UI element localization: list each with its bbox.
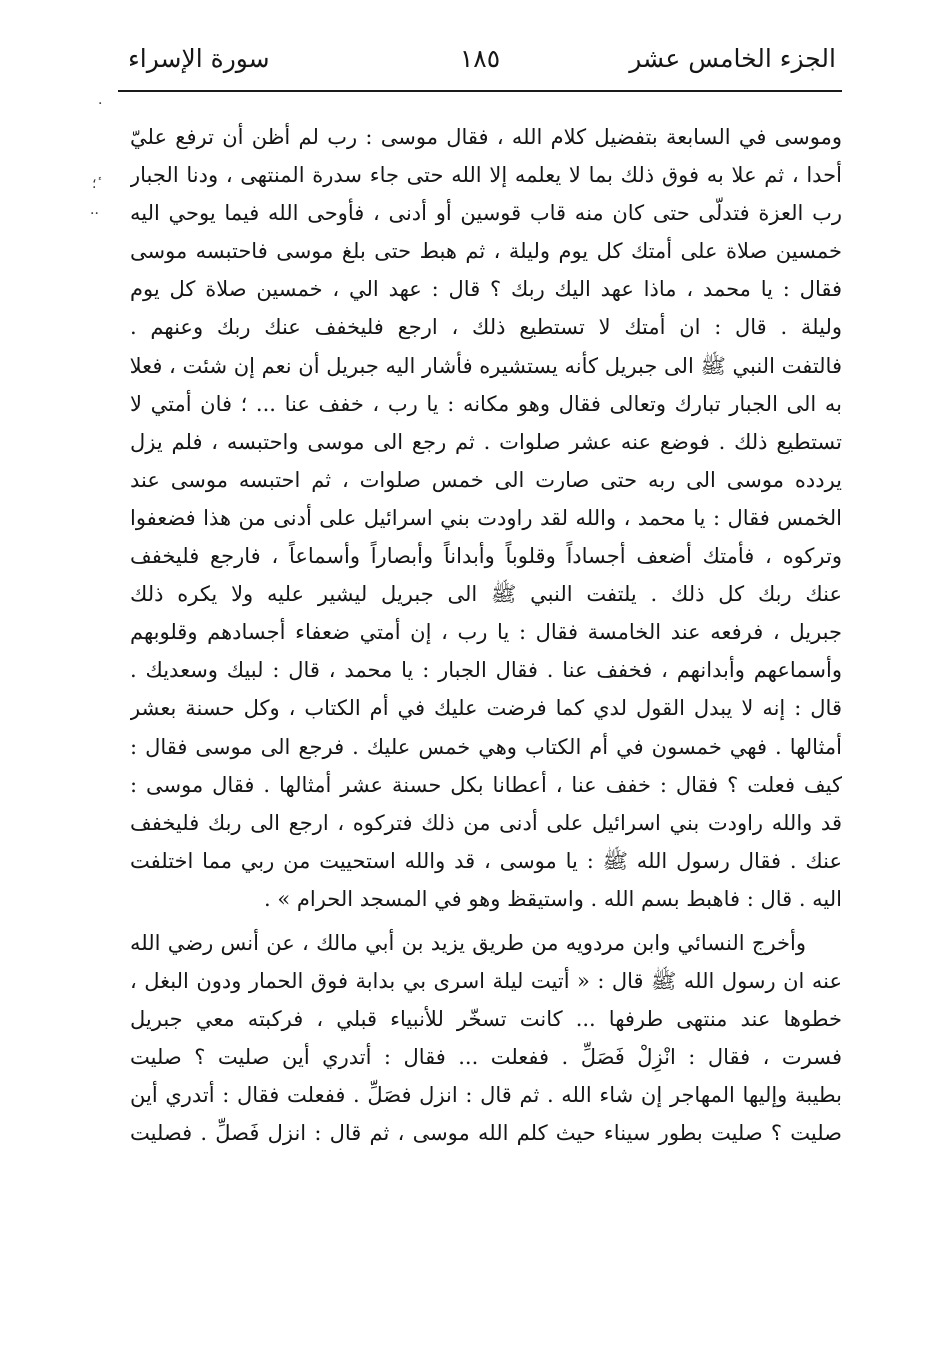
text-line: رب العزة فتدلّى حتى كان منه قاب قوسين أو أدنى ، فأوحى الله فيما يوحي اليه bbox=[130, 201, 842, 226]
text-line: وأخرج النسائي وابن مردويه من طريق يزيد بن أبي مالك ، عن أنس رضي الله bbox=[130, 930, 806, 955]
text-line: وتركوه ، فأمتك أضعف أجساداً وقلوباً وأبداناً وأبصاراً وأسماعاً ، فارجع فليخفف bbox=[130, 544, 842, 569]
paragraph bbox=[130, 924, 842, 1153]
text-line: خمسين صلاة على أمتك كل يوم وليلة ، ثم هبط حتى بلغ موسى فاحتبسه موسى bbox=[130, 239, 842, 264]
text-line: وليلة . قال : ان أمتك لا تستطيع ذلك ، ارجع فليخفف عنك ربك وعنهم . bbox=[130, 315, 842, 340]
margin-mark: ؛ ٔ bbox=[92, 176, 101, 192]
text-line: خطوها عند منتهى طرفها ... كانت تسخّر للأنبياء قبلي ، فركبته معي جبريل bbox=[130, 1007, 842, 1032]
running-header bbox=[120, 40, 840, 86]
text-line: أحدا ، ثم علا به فوق ذلك بما لا يعلمه إلا الله حتى جاء سدرة المنتهى ، ودنا الجبار bbox=[130, 163, 842, 188]
margin-dot-mark: · bbox=[98, 96, 103, 112]
text-line: فسرت ، فقال : انْزِلْ فَصَلِّ . ففعلت ... فقال : أتدري أين صليت ؟ صليت bbox=[130, 1045, 842, 1070]
text-line: جبريل ، فرفعه عند الخامسة فقال : يا رب ، إن أمتي ضعفاء أجسادهم وقلوبهم bbox=[130, 620, 842, 645]
text-line: تستطيع ذلك . فوضع عنه عشر صلوات . ثم رجع الى موسى واحتبسه ، فلم يزل bbox=[130, 429, 842, 454]
text-line: قال : إنه لا يبدل القول لدي كما فرضت عليك في أم الكتاب ، وكل حسنة بعشر bbox=[130, 696, 842, 721]
page-number: ١٨٥ bbox=[459, 44, 501, 73]
text-line: الخمس فقال : يا محمد ، والله لقد راودت بني اسرائيل على أدنى من هذا فضعفوا bbox=[130, 505, 842, 530]
text-line: أمثالها . فهي خمسون في أم الكتاب وهي خمس عليك . فرجع الى موسى فقال : bbox=[130, 734, 842, 759]
paragraph bbox=[130, 118, 842, 918]
text-line: كيف فعلت ؟ فقال : خفف عنا ، أعطانا بكل حسنة عشر أمثالها . فقال موسى : bbox=[130, 772, 842, 797]
text-line: عنك ربك كل ذلك . يلتفت النبي ﷺ الى جبريل ليشير عليه ولا يكره ذلك bbox=[130, 582, 842, 607]
juz-title: الجزء الخامس عشر bbox=[629, 44, 836, 73]
margin-mark: ·· bbox=[90, 206, 99, 222]
text-line: فقال : يا محمد ، ماذا عهد اليك ربك ؟ قال : عهد الي ، خمسين صلاة كل يوم bbox=[130, 277, 842, 302]
text-line: وأسماعهم وأبدانهم ، فخفف عنا . فقال الجبار : يا محمد ، قال : لبيك وسعديك . bbox=[130, 658, 842, 683]
text-line: فالتفت النبي ﷺ الى جبريل كأنه يستشيره فأشار اليه جبريل أن نعم إن شئت ، فعلا bbox=[130, 353, 842, 378]
header-divider bbox=[118, 90, 842, 92]
text-line: وموسى في السابعة بتفضيل كلام الله ، فقال موسى : رب لم أظن أن ترفع عليّ bbox=[130, 125, 842, 149]
text-line: بطيبة وإليها المهاجر إن شاء الله . ثم قال : انزل فصَلِّ . ففعلت فقال : أتدري أين bbox=[130, 1083, 842, 1108]
text-line: يردده موسى الى ربه حتى صارت الى خمس صلوات ، ثم احتبسه موسى عند bbox=[130, 467, 842, 492]
text-line: صليت ؟ صليت بطور سيناء حيث كلم الله موسى ، ثم قال : انزل فَصلِّ . فصليت bbox=[130, 1121, 842, 1146]
text-line: به الى الجبار تبارك وتعالى فقال وهو مكانه : يا رب ، خفف عنا ... ؛ فان أمتي لا bbox=[130, 391, 842, 416]
text-line: عنك . فقال رسول الله ﷺ : يا موسى ، قد والله استحييت من ربي مما اختلفت bbox=[130, 848, 842, 873]
text-line: قد والله راودت بني اسرائيل على أدنى من ذلك فتركوه ، ارجع الى ربك فليخفف bbox=[130, 810, 842, 835]
text-line: اليه . قال : فاهبط بسم الله . واستيقظ وهو في المسجد الحرام » . bbox=[263, 886, 842, 911]
surah-title: سورة الإسراء bbox=[128, 44, 270, 73]
body-text bbox=[130, 118, 842, 1153]
text-line: عنه ان رسول الله ﷺ قال : « أتيت ليلة اسرى بي بدابة فوق الحمار ودون البغل ، bbox=[130, 969, 842, 994]
